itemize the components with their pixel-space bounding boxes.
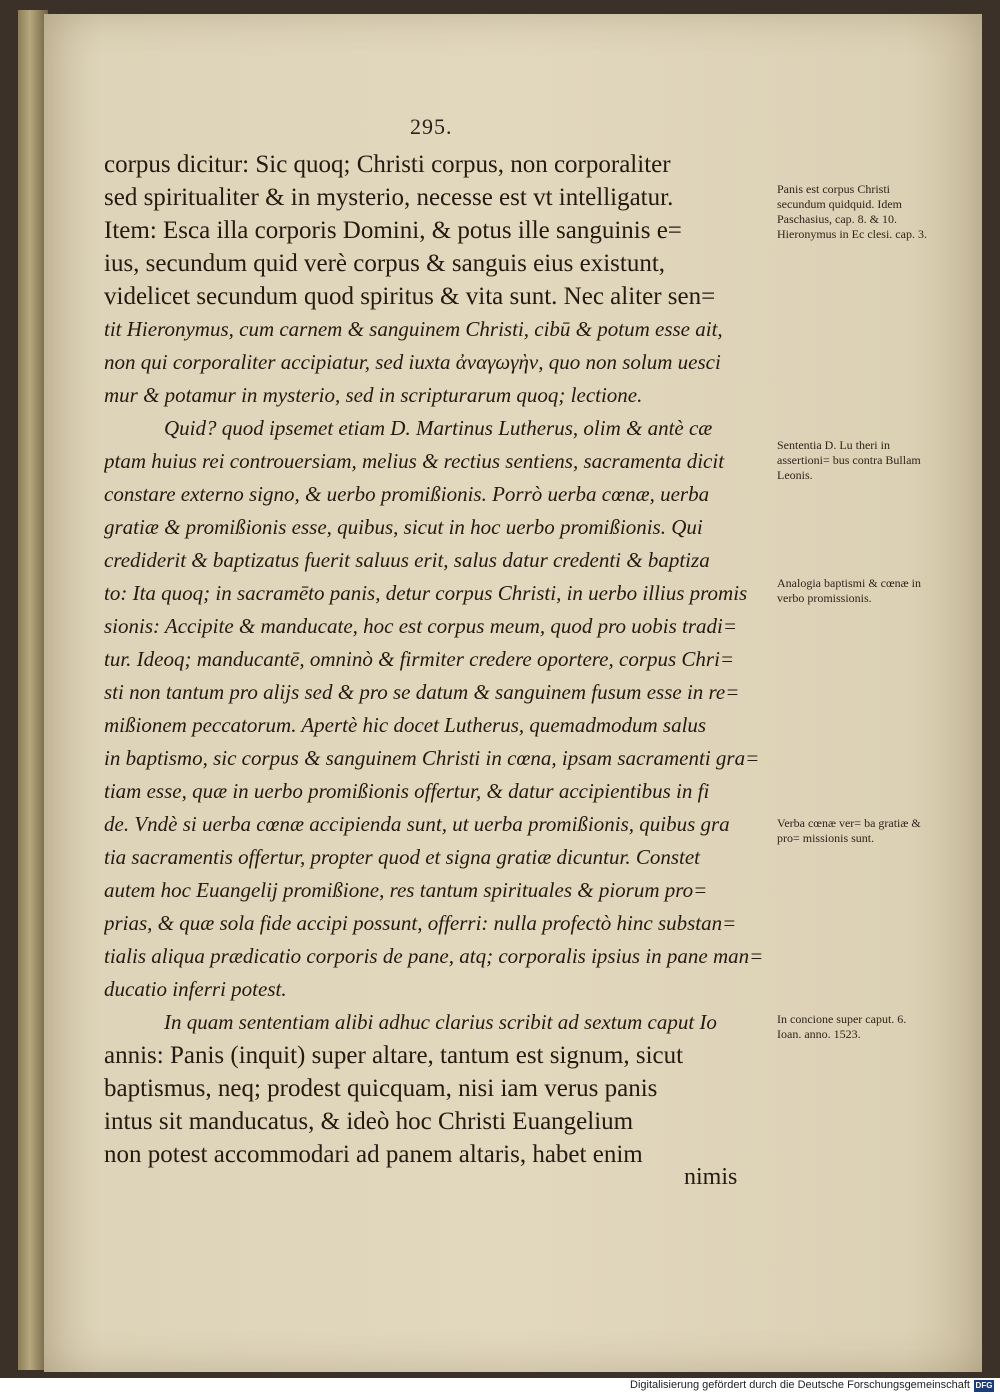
text-line: tit Hieronymus, cum carnem & sanguinem Christi, cibū & potum esse ait, [104, 317, 723, 341]
text-line: tiam esse, quæ in uerbo promißionis offertur, & datur accipientibus in fi [104, 779, 710, 803]
marginal-note: Analogia baptismi & cœnæ in verbo promissionis. [777, 576, 921, 605]
catchword: nimis [684, 1164, 738, 1190]
main-text-block [104, 148, 784, 1171]
text-line: ptam huius rei controuersiam, melius & rectius sentiens, sacramenta dicit [104, 449, 725, 473]
text-line: to: Ita quoq; in sacramēto panis, detur corpus Christi, in uerbo illius promis [104, 581, 748, 605]
text-line: In quam sententiam alibi adhuc clarius scribit ad sextum caput Io [164, 1010, 717, 1034]
text-line: gratiæ & promißionis esse, quibus, sicut in hoc uerbo promißionis. Qui [104, 515, 703, 539]
text-line: tialis aliqua prædicatio corporis de pane, atq; corporalis ipsius in pane man= [104, 944, 764, 968]
text-line: Item: Esca illa corporis Domini, & potus ille sanguinis e= [104, 217, 682, 244]
text-line: tia sacramentis offertur, propter quod et signa gratiæ dicuntur. Constet [104, 845, 700, 869]
text-line: mißionem peccatorum. Apertè hic docet Lutherus, quemadmodum salus [104, 713, 707, 737]
text-line: sed spiritualiter & in mysterio, necesse est vt intelligatur. [104, 184, 674, 211]
marginal-note: Verba cœnæ ver= ba gratiæ & pro= missionis sunt. [777, 816, 921, 845]
text-line: tur. Ideoq; manducantē, omninò & firmiter credere oportere, corpus Chri= [104, 647, 735, 671]
text-line: intus sit manducatus, & ideò hoc Christi Euangelium [104, 1108, 634, 1135]
text-line: crediderit & baptizatus fuerit saluus erit, salus datur credenti & baptiza [104, 548, 710, 572]
marginal-note: In concione super caput. 6. Ioan. anno. 1523. [777, 1012, 907, 1041]
text-line: Quid? quod ipsemet etiam D. Martinus Lutherus, olim & antè cæ [164, 416, 713, 440]
text-line: prias, & quæ sola fide accipi possunt, offerri: nulla profectò hinc substan= [104, 911, 737, 935]
text-line: in baptismo, sic corpus & sanguinem Christi in cœna, ipsam sacramenti gra= [104, 746, 760, 770]
book-page [44, 14, 982, 1372]
text-line: autem hoc Euangelij promißione, res tantum spirituales & piorum pro= [104, 878, 708, 902]
page-number: 295. [410, 114, 453, 139]
footer-credit: Digitalisierung gefördert durch die Deutsche Forschungsgemeinschaft [630, 1379, 970, 1391]
text-line: mur & potamur in mysterio, sed in scripturarum quoq; lectione. [104, 383, 643, 407]
text-line: videlicet secundum quod spiritus & vita sunt. Nec aliter sen= [104, 283, 716, 310]
text-line: sti non tantum pro alijs sed & pro se datum & sanguinem fusum esse in re= [104, 680, 740, 704]
text-line: ius, secundum quid verè corpus & sanguis eius existunt, [104, 250, 666, 277]
text-line: sionis: Accipite & manducate, hoc est corpus meum, quod pro uobis tradi= [104, 614, 738, 638]
text-line: de. Vndè si uerba cœnæ accipienda sunt, ut uerba promißionis, quibus gra [104, 812, 730, 836]
dfg-logo-icon: DFG [975, 1381, 993, 1390]
text-line: ducatio inferri potest. [104, 977, 287, 1001]
text-line: non potest accommodari ad panem altaris, habet enim [104, 1141, 643, 1168]
marginal-note: Panis est corpus Christi secundum quidquid. Idem Paschasius, cap. 8. & 10. Hieronymus in Ec clesi. cap. 3. [777, 182, 927, 241]
text-line: annis: Panis (inquit) super altare, tantum est signum, sicut [104, 1042, 684, 1069]
text-line: non qui corporaliter accipiatur, sed iuxta ἀναγωγὴν, quo non solum uesci [104, 350, 721, 374]
text-line: corpus dicitur: Sic quoq; Christi corpus, non corporaliter [104, 151, 671, 178]
text-line: baptismus, neq; prodest quicquam, nisi iam verus panis [104, 1075, 658, 1102]
marginal-note: Sententia D. Lu theri in assertioni= bus contra Bullam Leonis. [777, 438, 921, 482]
text-line: constare externo signo, & uerbo promißionis. Porrò uerba cœnæ, uerba [104, 482, 710, 506]
